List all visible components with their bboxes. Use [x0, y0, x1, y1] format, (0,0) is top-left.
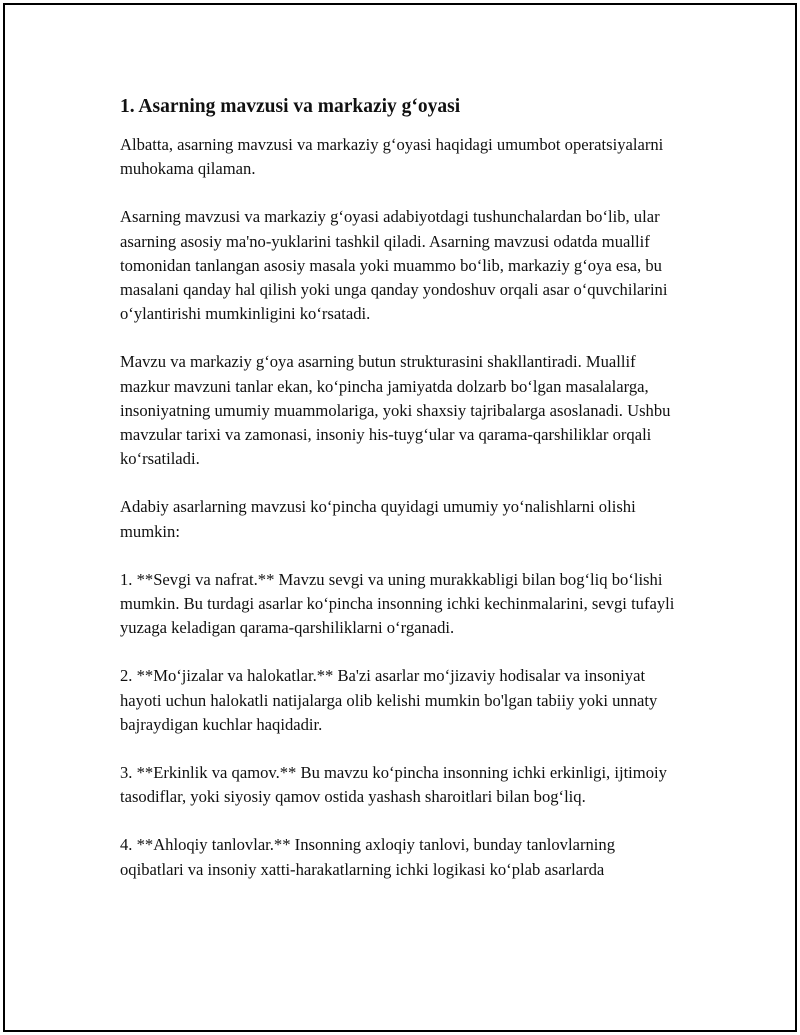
document-body [120, 95, 680, 906]
paragraph-structure: Mavzu va markaziy g‘oya asarning butun strukturasini shakllantiradi. Muallif mazkur mavzuni tanlar ekan, ko‘pincha jamiyatda dolzarb bo‘lgan masalalarga, insoniyatning umumiy muammolariga, yoki shaxsiy tajribalarga asoslanadi. Ushbu mavzular tarixi va zamonasi, insoniy his-tuyg‘ular va qarama-qarshiliklar orqali ko‘rsatiladi. [120, 352, 671, 469]
section-heading: 1. Asarning mavzusi va markaziy g‘oyasi [120, 96, 461, 117]
paragraph-list-intro: Adabiy asarlarning mavzusi ko‘pincha quyidagi umumiy yo‘nalishlarni olishi mumkin: [120, 497, 636, 541]
paragraph-intro: Albatta, asarning mavzusi va markaziy g‘oyasi haqidagi umumbot operatsiyalarni muhokama qilaman. [120, 135, 664, 179]
paragraph-definition: Asarning mavzusi va markaziy g‘oyasi adabiyotdagi tushunchalardan bo‘lib, ular asarning asosiy ma'no-yuklarini tashkil qiladi. Asarning mavzusi odatda muallif tomonidan tanlangan asosiy masala yoki muammo bo‘lib, markaziy g‘oya esa, bu masalani qanday hal qilish yoki unga qanday yondoshuv orqali asar o‘quvchilarini o‘ylantirishi mumkinligini ko‘rsatadi. [120, 207, 668, 324]
list-item-2: 2. **Mo‘jizalar va halokatlar.** Ba'zi asarlar mo‘jizaviy hodisalar va insoniyat hayoti uchun halokatli natijalarga olib kelishi mumkin bo'lgan tabiiy yoki unnaty bajraydigan kuchlar haqidadir. [120, 666, 658, 734]
list-item-4: 4. **Ahloqiy tanlovlar.** Insonning axloqiy tanlovi, bunday tanlovlarning oqibatlari va insoniy xatti-harakatlarning ichki logikasi ko‘plab asarlarda [120, 835, 615, 879]
list-item-3: 3. **Erkinlik va qamov.** Bu mavzu ko‘pincha insonning ichki erkinligi, ijtimoiy tasodiflar, yoki siyosiy qamov ostida yashash sharoitlari bilan bog‘liq. [120, 763, 667, 807]
document-page [3, 3, 797, 1032]
list-item-1: 1. **Sevgi va nafrat.** Mavzu sevgi va uning murakkabligi bilan bog‘liq bo‘lishi mumkin. Bu turdagi asarlar ko‘pincha insonning ichki kechinmalarini, sevgi tufayli yuzaga keladigan qarama-qarshiliklarni o‘rganadi. [120, 569, 675, 638]
